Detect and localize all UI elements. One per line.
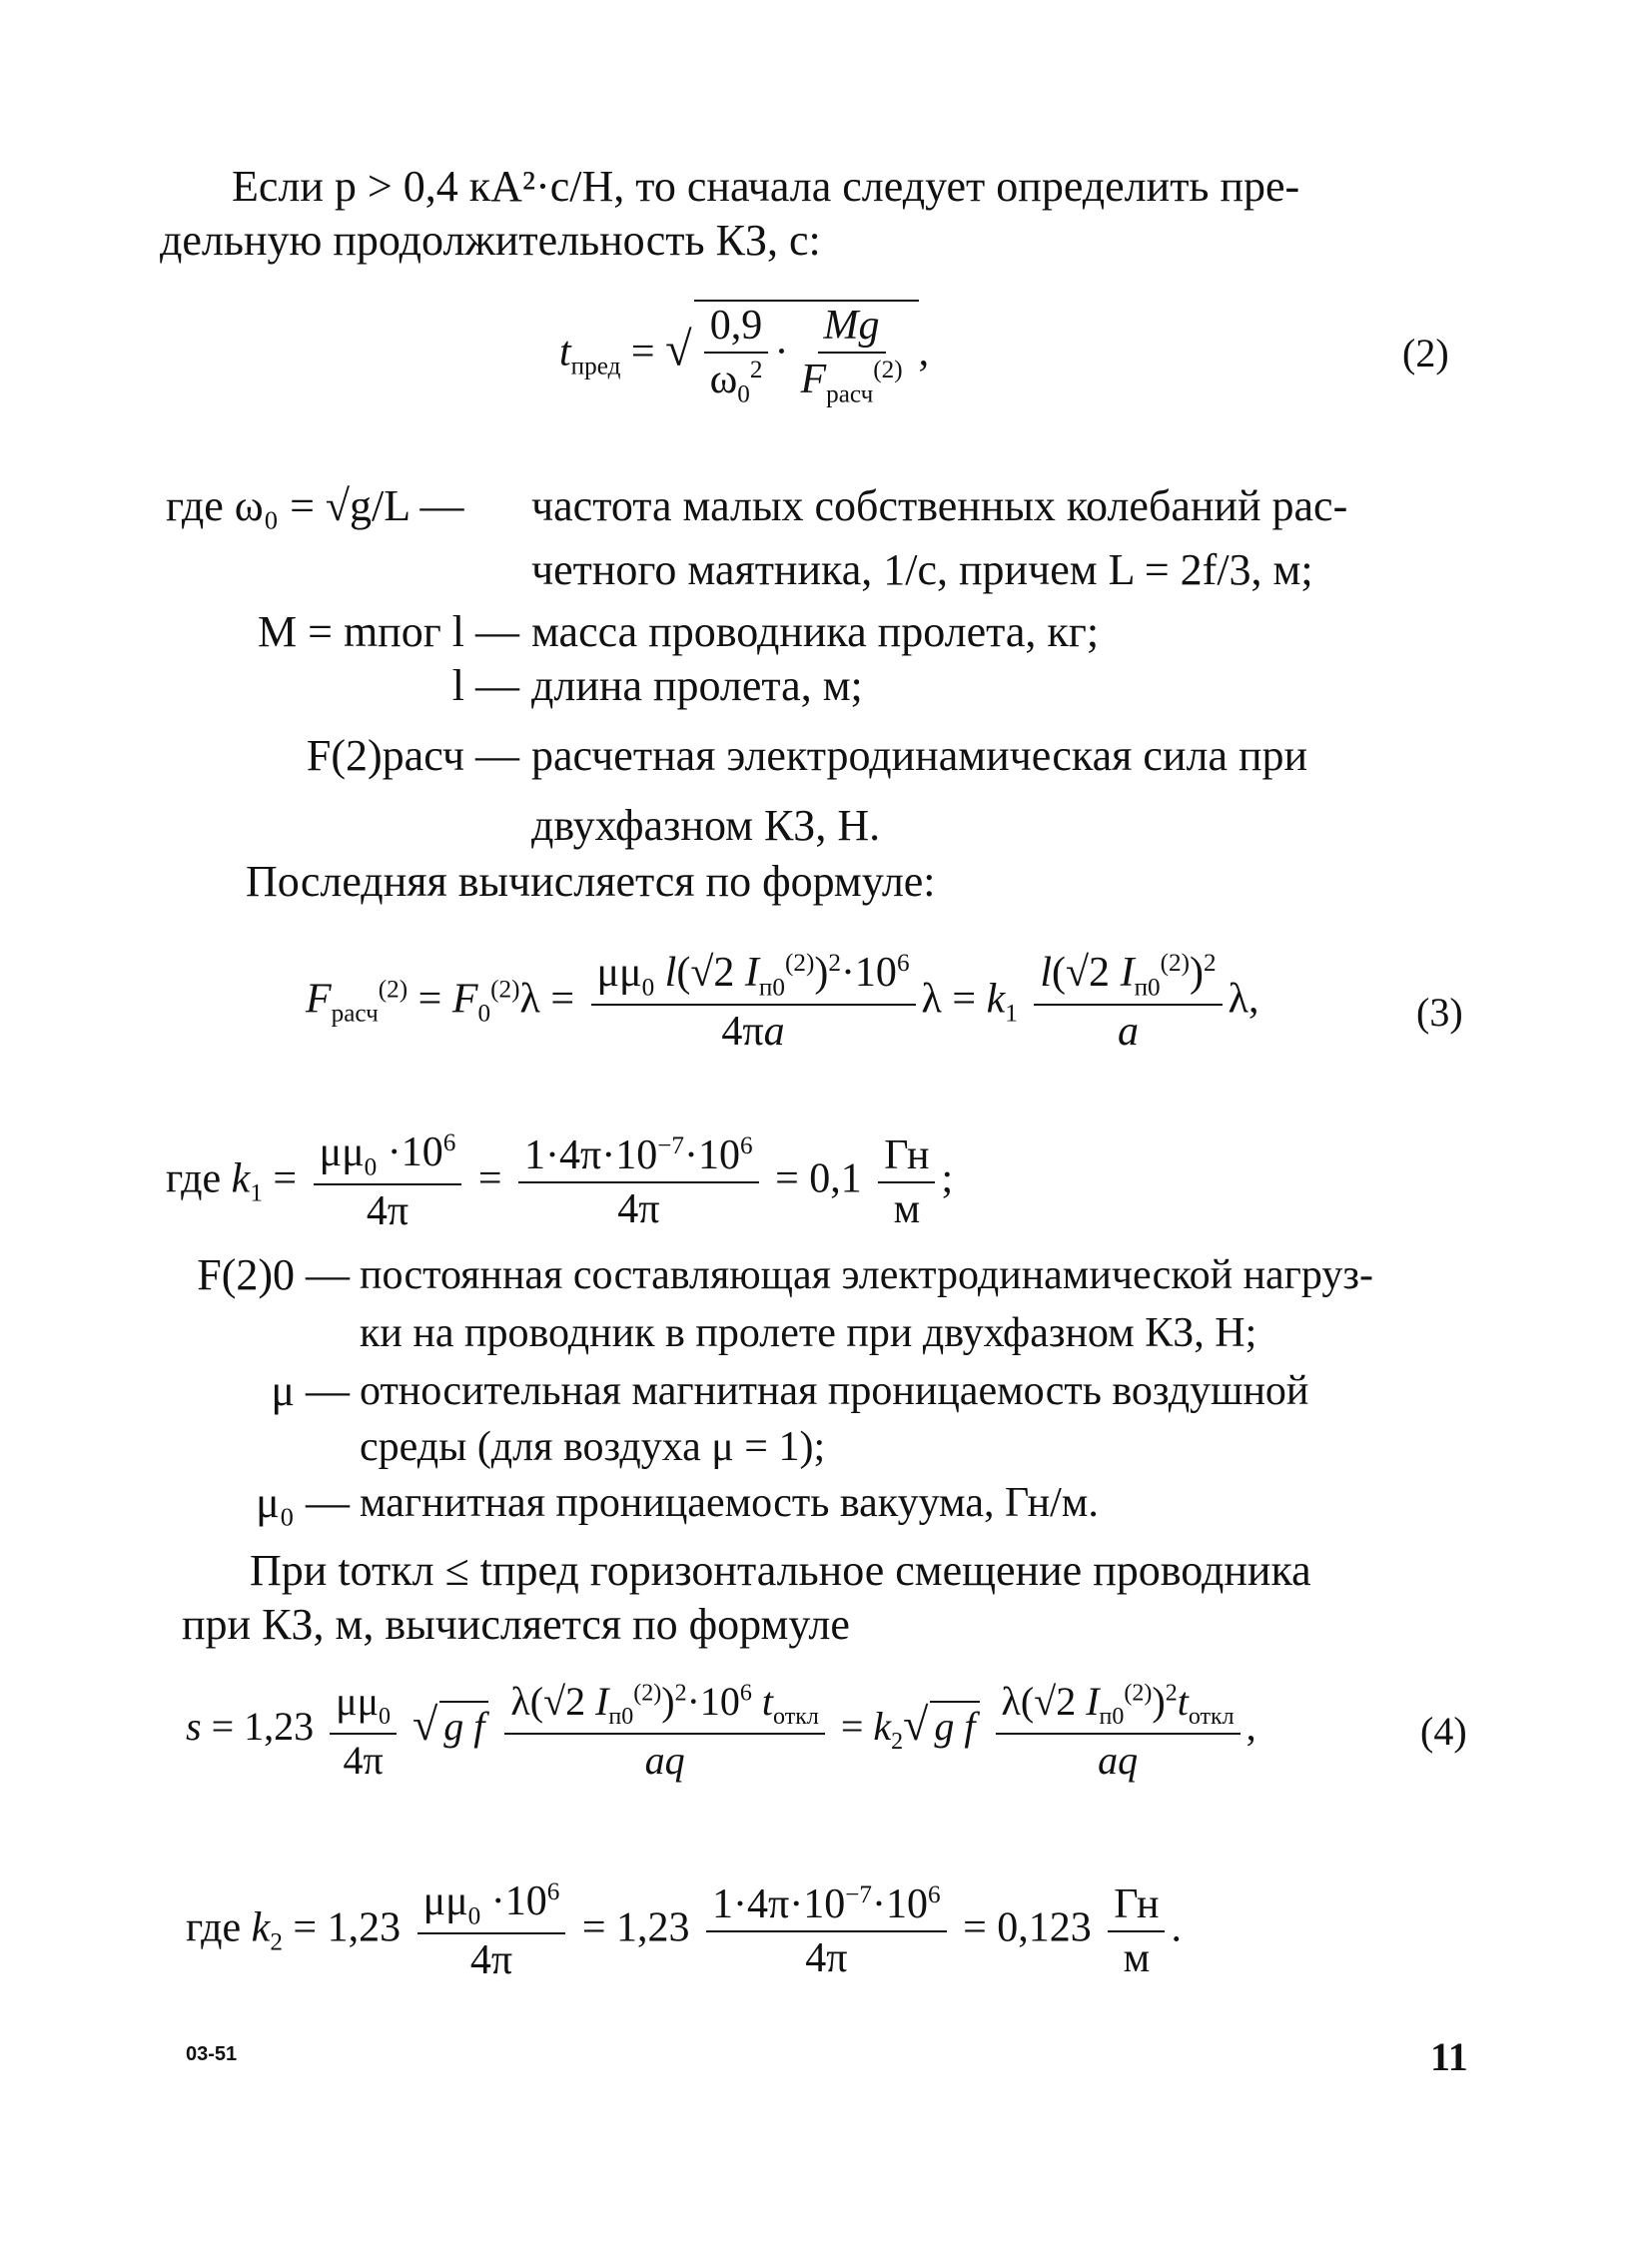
intro-line-2: дельную продолжительность КЗ, с:: [160, 216, 821, 265]
intro-line-1: Если p > 0,4 кА²·с/Н, то сначала следует определить пре-: [232, 162, 1300, 211]
def-omega-label: где ω₀ = √g/L —: [166, 481, 464, 530]
def-mu-label: μ —: [271, 1366, 350, 1415]
def-mass-text: масса проводника пролета, кг;: [531, 607, 1100, 656]
def-mu-text-cont: среды (для воздуха μ = 1);: [360, 1424, 826, 1470]
k1-formula: где $k_1$ = $\frac{\mu\mu_0 \cdot 10^6}{4\pi}$ = $\frac{1\cdot 4\pi\cdot 10^{-7}\cdot 10^6}{4\pi}$ = 0,1 $\frac{Гн}{м}$ ;: [166, 1129, 954, 1235]
formula-intro: Последняя вычисляется по формуле:: [246, 857, 936, 906]
page-number: 11: [1430, 2034, 1468, 2079]
equation-3-number: (3): [1416, 990, 1463, 1035]
k2-formula: где $k_2 = 1,23$ $\frac{\mu\mu_0 \cdot 10^6}{4\pi}$ = 1,23 $\frac{1\cdot 4\pi\cdot 10^{-7}\cdot 10^6}{4\pi}$ = 0,123 $\frac{Гн}{м}$ .: [186, 1878, 1182, 1984]
equation-3: $F_{расч}^{(2)} = F_0^{(2)}\lambda$ = $\frac{\mu\mu_0 l(√2 I_{п0}^{(2)})^2\cdot 10^6}{4\pi a}$ $\lambda = k_1$ $\frac{l(√2 I_{п0}^{(2)})^2}{a}$ λ,: [306, 950, 1259, 1056]
def-mu-text: относительная магнитная проницаемость воздушной: [360, 1368, 1309, 1414]
k1-result: = 0,1: [775, 1155, 862, 1202]
def-force-text: расчетная электродинамическая сила при: [531, 731, 1308, 780]
def-mu0-label: μ₀ —: [256, 1478, 350, 1527]
footer-code: 03-51: [186, 2043, 238, 2065]
def-length-label: l —: [451, 661, 519, 710]
def-force-text-cont: двухфазном КЗ, Н.: [531, 801, 881, 850]
def-omega-text: частота малых собственных колебаний рас-: [531, 481, 1348, 530]
def-force-label: F(2)расч —: [306, 731, 519, 780]
equation-4-number: (4): [1420, 1709, 1467, 1754]
equation-2: $t_{пред}$ = √ $\frac{0,9}{\omega_0^2}$ · $\frac{Mg}{F_{расч}^{(2)}}$ ,: [559, 300, 929, 408]
def-f0-label: F(2)0 —: [197, 1250, 350, 1299]
equation-4: s = 1,23 $\frac{\mu\mu_0}{4\pi}$ √ g f $\frac{\lambda(√2 I_{п0}^{(2)})^2\cdot 10^6 t_{откл}}{aq}$ = $k_2√$ g f $\frac{\lambda(√2 I_{п0}^{(2)})^2t_{откл}}{aq}$ ,: [186, 1679, 1256, 1783]
para2-line-1: При tоткл ≤ tпред горизонтальное смещение проводника: [250, 1546, 1311, 1595]
def-omega-text-cont: четного маятника, 1/с, причем L = 2f/3, м;: [531, 545, 1313, 594]
def-mu0-text: магнитная проницаемость вакуума, Гн/м.: [360, 1480, 1099, 1526]
para2-line-2: при КЗ, м, вычисляется по формуле: [182, 1600, 850, 1649]
def-length-text: длина пролета, м;: [531, 661, 863, 710]
def-mass-label: M = mпог l —: [258, 607, 519, 656]
def-f0-text-cont: ки на проводник в пролете при двухфазном КЗ, Н;: [360, 1310, 1257, 1356]
equation-2-number: (2): [1402, 331, 1449, 375]
def-f0-text: постоянная составляющая электродинамической нагруз-: [360, 1252, 1373, 1298]
k2-result: = 0,123: [963, 1904, 1092, 1951]
